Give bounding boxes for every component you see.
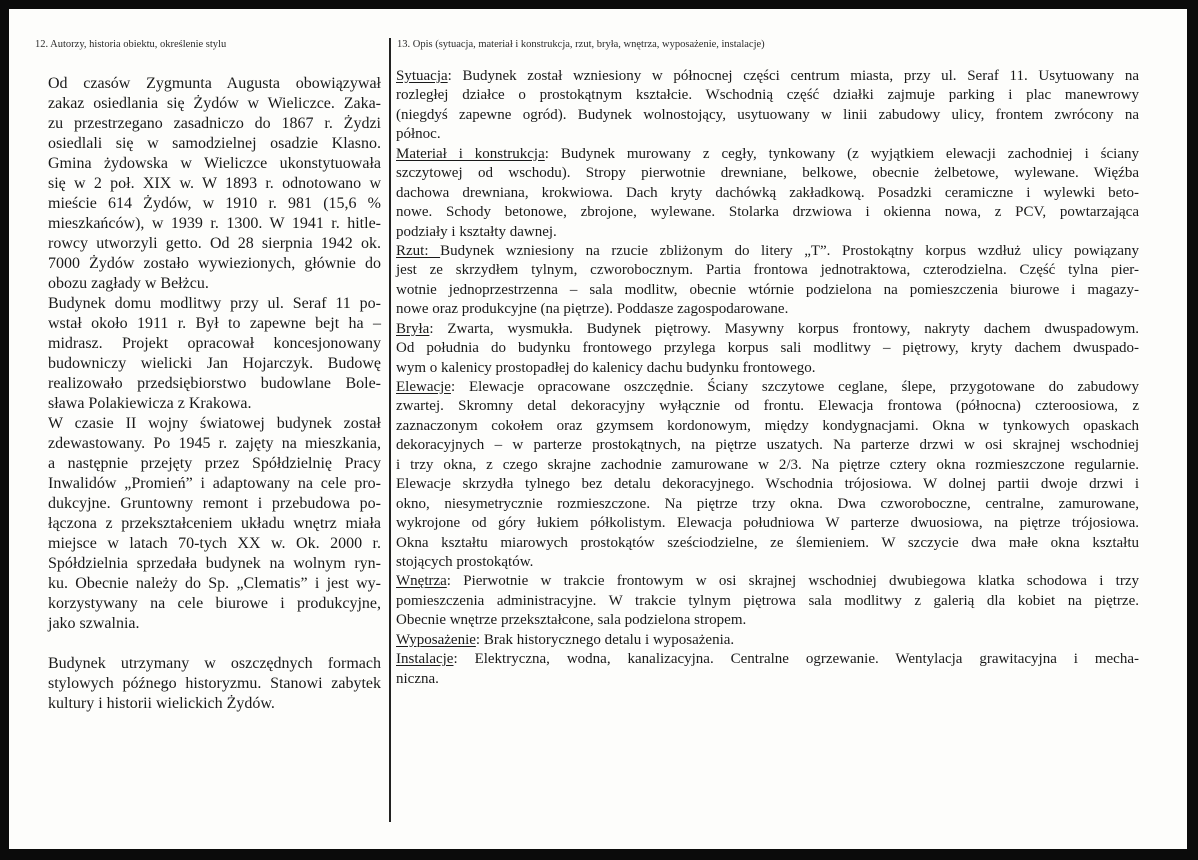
- text-line: stylowych późnego historyzmu. Stanowi zabytek: [48, 675, 381, 692]
- text-line: dukcyjne. Gruntowny remont i przebudowa po-: [48, 495, 381, 512]
- text-line: (niegdyś zapewne ogród). Budynek wolnostojący, usytuowany w linii zabudowy ulicy, frontem zwrócony na: [396, 106, 1139, 123]
- label-separator: :: [450, 379, 469, 395]
- section-label: Wnętrza: [396, 573, 447, 590]
- label-separator: :: [447, 68, 463, 84]
- description-column: [396, 67, 1139, 689]
- section-first-line: [396, 378, 1139, 397]
- text-line: Spółdzielnia sprzedała budynek na wolnym ryn-: [48, 555, 381, 572]
- text-line: midrasz. Projekt opracował koncesjonowany: [48, 335, 381, 352]
- section-text: Pierwotnie w trakcie frontowym w osi skrajnej wschodniej dwubiegowa klatka schodowa i trzy: [463, 573, 1139, 590]
- description-section: [396, 650, 1139, 689]
- section-first-line: [396, 650, 1139, 669]
- text-line: wotnie jednoprzestrzenna – sala modlitw, obecnie wtórnie podzielona na pomieszczenia biurowe i magazy-: [396, 281, 1139, 298]
- description-section: [396, 242, 1139, 320]
- history-paragraph: [48, 654, 381, 714]
- text-line: Budynek domu modlitwy przy ul. Seraf 11 po-: [48, 295, 381, 312]
- text-line: wykrojone od góry łukiem półkolistym. Elewacja południowa W parterze dwuosiowa, na piętrze trójosiowa.: [396, 515, 1139, 532]
- label-separator: :: [475, 631, 484, 648]
- description-section: [396, 572, 1139, 630]
- text-line: nowe oraz produkcyjne (na piętrze). Poddasze zagospodarowane.: [396, 301, 789, 318]
- text-line: niczna.: [396, 670, 439, 687]
- text-line: mieszkańców), w 1939 r. 1300. W 1941 r. hitle-: [48, 215, 381, 232]
- text-line: korzystywany na cele biurowe i produkcyjne,: [48, 595, 381, 612]
- text-line: zwartej. Skromny detal dekoracyjny wyłącznie od frontu. Elewacja frontowa (północna) czteroosiowa, z: [396, 398, 1139, 415]
- text-line: budowniczy wielicki Jan Hojarczyk. Budowę: [48, 355, 381, 372]
- section-text: Budynek został wzniesiony w północnej części centrum miasta, przy ul. Seraf 11. Usytuowany na: [462, 68, 1139, 84]
- section-first-line: [396, 145, 1139, 164]
- section-text: Budynek wzniesiony na rzucie zbliżonym do litery „T”. Prostokątny korpus wzdłuż ulicy powiązany: [440, 242, 1139, 259]
- section-text: Elewacje opracowane oszczędnie. Ściany szczytowe ceglane, ślepe, przygotowane do zabudowy: [468, 379, 1140, 395]
- text-line: Obecnie wnętrze przekształcone, sala podzielona stropem.: [396, 612, 747, 629]
- text-line: jest ze skrzydłem tylnym, czworobocznym. Partia frontowa jednotraktowa, czterodzielna. Część tylna pier-: [396, 262, 1139, 279]
- section-text: Brak historycznego detalu i wyposażenia.: [483, 631, 735, 648]
- section-first-line: [396, 67, 1139, 86]
- left-section-heading: 12. Autorzy, historia obiektu, określenie stylu: [35, 39, 227, 50]
- section-label: Elewacje: [396, 379, 451, 395]
- text-line: podziały i kształty dawnej.: [396, 223, 557, 240]
- section-label: Materiał i konstrukcja: [396, 145, 545, 162]
- history-paragraph: [48, 294, 381, 414]
- section-first-line: [396, 320, 1139, 339]
- text-line: łączona z przekształceniem układu wnętrz miała: [48, 515, 381, 532]
- text-line: zdewastowany. Po 1945 r. zajęty na mieszkania,: [48, 435, 381, 452]
- label-separator: :: [429, 320, 448, 337]
- description-section: [396, 631, 1139, 650]
- text-line: a następnie przejęty przez Spółdzielnię Pracy: [48, 455, 381, 472]
- text-line: szczytowej od wschodu). Stropy pierwotnie drewniane, belkowe, obecnie żelbetowe, wylewane. Więźba: [396, 165, 1139, 182]
- text-line: Budynek utrzymany w oszczędnych formach: [48, 655, 381, 672]
- paragraph-spacer: [48, 634, 381, 654]
- label-separator: :: [446, 573, 464, 590]
- text-line: ku. Obecnie należy do Sp. „Clematis” i jest wy-: [48, 575, 381, 592]
- text-line: osiedlali się w samodzielnej osadzie Klasno.: [48, 135, 381, 152]
- text-line: zakaz osiedlania się Żydów w Wieliczce. Zaka-: [48, 95, 381, 112]
- text-line: sława Polakiewicza z Krakowa.: [48, 395, 252, 412]
- section-label: Sytuacja: [396, 68, 448, 84]
- text-line: pomieszczenia administracyjne. W trakcie tylnym piętrowa sala modlitwy z galerią dla kobiet na piętrze.: [396, 592, 1139, 609]
- section-label: Instalacje: [396, 651, 454, 668]
- text-line: rozległej działce o prostokątnym kształcie. Wschodnią część działki zajmuje parking i plac manewrowy: [396, 87, 1139, 104]
- right-section-heading: 13. Opis (sytuacja, materiał i konstrukcja, rzut, bryła, wnętrza, wyposażenie, instalacje): [397, 39, 765, 50]
- text-line: rowcy utworzyli getto. Od 28 sierpnia 1942 ok.: [48, 235, 381, 252]
- text-line: Od południa do budynku frontowego przylega korpus sali modlitwy – piętrowy, kryty dachem dwuspado-: [396, 340, 1139, 357]
- description-section: [396, 320, 1139, 378]
- text-line: Inwalidów „Promień” i adaptowany na cele pro-: [48, 475, 381, 492]
- text-line: zaznaczonym cokołem oraz gzymsem kordonowym, między kondygnacjami. Okna w tynkowych opaskach: [396, 417, 1139, 434]
- text-line: i trzy okna, z czego skrajne zachodnie zamurowane w 2/3. Na piętrze cztery okna rozmieszczone regularnie.: [396, 456, 1139, 473]
- section-label: Bryła: [396, 320, 430, 337]
- text-line: wstał około 1911 r. Był to zapewne bejt ha –: [48, 315, 381, 332]
- text-line: 7000 Żydów zostało wywiezionych, głównie do: [48, 255, 381, 272]
- text-line: dekoracyjnych – w parterze prostokątnych, na piętrze uszatych. Na parterze drzwi w osi skrajnej wschodniej: [396, 437, 1139, 454]
- text-line: nowe. Schody betonowe, zbrojone, wylewane. Stolarka drzwiowa i okienna nowa, z PCV, powtarzająca: [396, 204, 1139, 221]
- section-label: Rzut:: [396, 242, 441, 259]
- history-column: [48, 74, 381, 714]
- text-line: mieście 614 Żydów, w 1910 r. 981 (15,6 %: [48, 195, 381, 212]
- text-line: Elewacje skrzydła tylnego bez detalu dekoracyjnego. Wschodnia trójosiowa. W dolnej partii dwoje drzwi i: [396, 476, 1139, 493]
- label-separator: :: [544, 145, 561, 162]
- text-line: W czasie II wojny światowej budynek został: [48, 415, 381, 432]
- text-line: stojących prostokątów.: [396, 553, 534, 570]
- text-line: kultury i historii wielickich Żydów.: [48, 695, 275, 712]
- section-first-line: [396, 242, 1139, 261]
- text-line: jako szwalnia.: [48, 615, 140, 632]
- section-first-line: [396, 572, 1139, 591]
- section-text: Elektryczna, wodna, kanalizacyjna. Centralne ogrzewanie. Wentylacja grawitacyjna i mecha-: [474, 651, 1139, 668]
- section-first-line: [396, 631, 1139, 650]
- history-paragraph: [48, 414, 381, 634]
- text-line: wym o kalenicy prostopadłej do kalenicy dachu budynku frontowego.: [396, 359, 816, 376]
- description-section: [396, 378, 1139, 572]
- description-section: [396, 145, 1139, 242]
- column-divider: [389, 38, 391, 822]
- text-line: Gmina żydowska w Wieliczce ukonstytuowała: [48, 155, 381, 172]
- text-line: dachowa drewniana, krokwiowa. Dach kryty dachówką zakładkową. Posadzki ceramiczne i wylewki beto-: [396, 184, 1139, 201]
- history-paragraph: [48, 74, 381, 294]
- text-line: obozu zagłady w Bełżcu.: [48, 275, 209, 292]
- text-line: realizowało przedsiębiorstwo budowlane Bole-: [48, 375, 381, 392]
- section-label: Wyposażenie: [396, 631, 476, 648]
- text-line: okno, niesymetrycznie rozmieszczone. Na piętrze trzy okna. Dwa czworoboczne, centralne, zamurowane,: [396, 495, 1139, 512]
- text-line: miejsce w latach 70-tych XX w. Ok. 2000 r.: [48, 535, 381, 552]
- text-line: Od czasów Zygmunta Augusta obowiązywał: [48, 75, 381, 92]
- section-text: Zwarta, wysmukła. Budynek piętrowy. Masywny korpus frontowy, nakryty dachem dwuspadowym.: [447, 320, 1140, 337]
- text-line: północ.: [396, 126, 441, 143]
- label-separator: :: [453, 651, 475, 668]
- text-line: Okna kształtu miarowych prostokątów sześciodzielne, ze ślemieniem. W szczycie dwa małe okna kształtu: [396, 534, 1139, 551]
- section-text: Budynek murowany z cegły, tynkowany (z wyjątkiem elewacji zachodniej i ściany: [560, 145, 1139, 162]
- description-section: [396, 67, 1139, 145]
- document-page: [9, 9, 1187, 849]
- text-line: zu przestrzegano zasadniczo do 1867 r. Żydzi: [48, 115, 381, 132]
- text-line: się w 2 poł. XIX w. W 1893 r. odnotowano w: [48, 175, 381, 192]
